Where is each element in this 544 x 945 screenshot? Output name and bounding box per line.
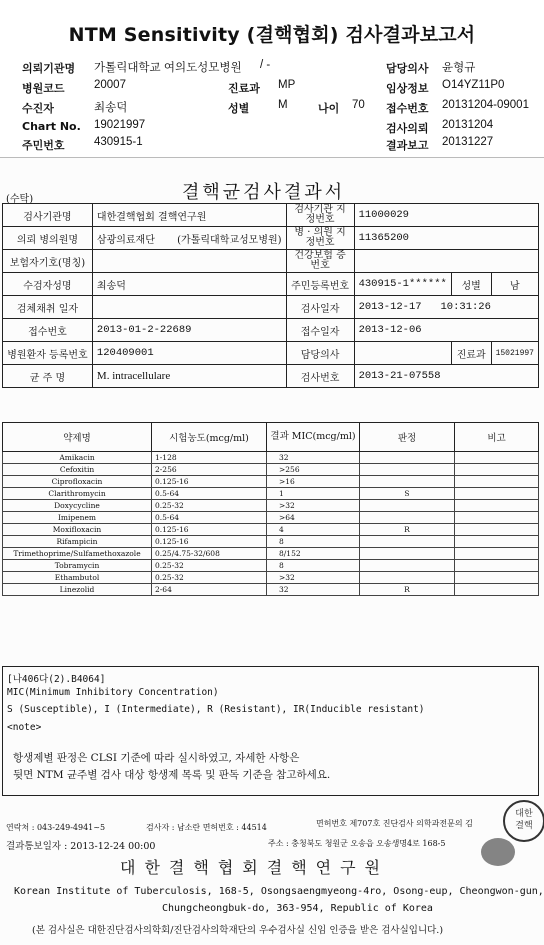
report-subtitle: 결핵균검사결과서 — [182, 182, 346, 203]
sex-label: 성별 — [451, 273, 491, 296]
requester-no-value: 11365200 — [354, 227, 538, 250]
drug-mic: >32 — [267, 572, 360, 584]
footer-license: 면허번호 제707호 진단검사 의학과전문의 김 — [316, 819, 473, 828]
drug-row — [3, 500, 539, 512]
test-date-value: 2013-12-17 10:31:26 — [354, 296, 538, 319]
rrn-value: 430915-1****** — [354, 273, 451, 296]
drug-row — [3, 584, 539, 596]
drug-name: Rifampicin — [3, 536, 152, 548]
drug-range: 1-128 — [152, 452, 267, 464]
strain-label: 균 주 명 — [3, 365, 93, 388]
drug-row — [3, 512, 539, 524]
header-value-requester: 가톨릭대학교 여의도성모병원 — [94, 62, 242, 74]
drug-row — [3, 452, 539, 464]
drug-range: 0.125-16 — [152, 524, 267, 536]
drug-mic: >64 — [267, 512, 360, 524]
drug-remark — [455, 572, 539, 584]
notes-legend: S (Susceptible), I (Intermediate), R (Resistant), IR(Inducible resistant) — [7, 704, 425, 715]
requester-no-label: 병 · 의원 지정번호 — [286, 227, 354, 250]
footer-address-en-1: Korean Institute of Tuberculosis, 168-5, Osongsaengmyeong-4ro, Osong-eup, Cheongwon-gun, — [14, 886, 544, 897]
receipt-date-label: 접수일자 — [286, 319, 354, 342]
drug-range: 0.125-16 — [152, 476, 267, 488]
header-label-age: 나이 — [318, 102, 340, 115]
drug-judge — [360, 572, 455, 584]
collection-date-value — [92, 296, 286, 319]
header-value-hospital-code: 20007 — [94, 79, 126, 91]
header-value-doctor: 윤형규 — [442, 62, 476, 74]
drug-name: Ethambutol — [3, 572, 152, 584]
notes-tag: <note> — [7, 722, 42, 733]
drug-name: Imipenem — [3, 512, 152, 524]
header-label-chart: Chart No. — [22, 120, 81, 133]
notes-code: [나406다(2).B4064] — [7, 674, 106, 685]
drug-row — [3, 476, 539, 488]
lab-value: 대한결핵협회 결핵연구원 — [92, 204, 286, 227]
drug-remark — [455, 500, 539, 512]
drug-range: 0.25-32 — [152, 572, 267, 584]
drug-range: 2-64 — [152, 584, 267, 596]
drug-range: 0.125-16 — [152, 536, 267, 548]
drug-remark — [455, 548, 539, 560]
drug-remark — [455, 476, 539, 488]
footer-contact: 연락처 : 043-249-4941~5 — [6, 823, 106, 832]
test-date-label: 검사일자 — [286, 296, 354, 319]
drug-judge: S — [360, 488, 455, 500]
drug-judge — [360, 512, 455, 524]
dept-value: 15021997 — [491, 342, 538, 365]
footer-address-kr: 주소 : 충청북도 청원군 오송읍 오송생명4로 168-5 — [268, 839, 446, 848]
exam-no-label: 검사번호 — [286, 365, 354, 388]
header-value-report-date: 20131227 — [442, 136, 494, 148]
drug-name: Ciprofloxacin — [3, 476, 152, 488]
drug-name: Cefoxitin — [3, 464, 152, 476]
insurance-no-label: 건강보험 증번호 — [286, 250, 354, 273]
notes-line-1: 항생제별 판정은 CLSI 기준에 따라 실시하였고, 자세한 사항은 — [13, 752, 300, 764]
drug-row — [3, 548, 539, 560]
header-value-request-date: 20131204 — [442, 119, 494, 131]
drug-susceptibility-table — [2, 422, 539, 596]
header-value-patient: 최송덕 — [94, 102, 128, 114]
drug-name: Doxycycline — [3, 500, 152, 512]
mic-header: 결과 MIC(mcg/ml) — [267, 423, 360, 452]
rrn-label: 주민등록번호 — [286, 273, 354, 296]
patient-label: 수검자성명 — [3, 273, 93, 296]
drug-mic: >16 — [267, 476, 360, 488]
sex-value: 남 — [491, 273, 538, 296]
header-extra: / - — [260, 59, 271, 71]
remark-header: 비고 — [455, 423, 539, 452]
drug-remark — [455, 464, 539, 476]
header-value-dept: MP — [278, 79, 296, 91]
header-value-sex: M — [278, 99, 288, 111]
form-label: (수탁) — [6, 194, 34, 205]
header-label-accession: 접수번호 — [386, 102, 429, 115]
strain-value: M. intracellulare — [92, 365, 286, 388]
drug-remark — [455, 560, 539, 572]
doctor-value — [354, 342, 451, 365]
receipt-date-value: 2013-12-06 — [354, 319, 538, 342]
drug-remark — [455, 452, 539, 464]
drug-range: 0.25-32 — [152, 560, 267, 572]
lab-no-value: 11000029 — [354, 204, 538, 227]
drug-row — [3, 464, 539, 476]
header-value-rrn: 430915-1 — [94, 136, 143, 148]
drug-remark — [455, 536, 539, 548]
signature-stamp — [481, 838, 515, 866]
official-seal: 대한결핵 — [503, 800, 544, 842]
insurer-value — [92, 250, 286, 273]
header-value-clinical: O14YZ11P0 — [442, 79, 505, 91]
drug-row — [3, 560, 539, 572]
drug-judge — [360, 536, 455, 548]
drug-name: Trimethoprime/Sulfamethoxazole — [3, 548, 152, 560]
header-label-report-date: 결과보고 — [386, 139, 429, 152]
drug-name: Tobramycin — [3, 560, 152, 572]
header-label-rrn: 주민번호 — [22, 139, 65, 152]
drug-judge — [360, 548, 455, 560]
header-label-request-date: 검사의뢰 — [386, 122, 429, 135]
report-title: NTM Sensitivity (결핵협회) 검사결과보고서 — [68, 24, 476, 46]
drug-header: 약제명 — [3, 423, 152, 452]
institution-name: 대한결핵협회결핵연구원 — [120, 858, 390, 877]
drug-mic: 8 — [267, 536, 360, 548]
requester-value: 삼광의료재단 (가톨릭대학교성모병원) — [92, 227, 286, 250]
exam-no-value: 2013-21-07558 — [354, 365, 538, 388]
dept-label: 진료과 — [451, 342, 491, 365]
header-label-dept: 진료과 — [228, 82, 260, 95]
drug-judge — [360, 476, 455, 488]
drug-judge — [360, 560, 455, 572]
drug-mic: 1 — [267, 488, 360, 500]
notes-line-2: 뒷면 NTM 균주별 검사 대상 항생제 목록 및 판독 기준을 참고하세요. — [13, 769, 331, 781]
drug-range: 0.5-64 — [152, 488, 267, 500]
notes-mic: MIC(Minimum Inhibitory Concentration) — [7, 687, 219, 698]
doctor-label: 담당의사 — [286, 342, 354, 365]
drug-judge — [360, 500, 455, 512]
header-label-hospital-code: 병원코드 — [22, 82, 65, 95]
drug-row — [3, 536, 539, 548]
drug-range: 0.5-64 — [152, 512, 267, 524]
header-label-clinical: 임상정보 — [386, 82, 429, 95]
patient-value: 최송덕 — [92, 273, 286, 296]
lab-label: 검사기관명 — [3, 204, 93, 227]
footer-certification: (본 검사실은 대한진단검사의학회/진단검사의학재단의 우수검사실 신임 인증을 받은 검사실입니다.) — [32, 925, 444, 936]
drug-name: Linezolid — [3, 584, 152, 596]
footer-report-date: 결과통보일자 : 2013-12-24 00:00 — [6, 841, 156, 852]
drug-mic: 4 — [267, 524, 360, 536]
drug-range: 2-256 — [152, 464, 267, 476]
drug-name: Moxifloxacin — [3, 524, 152, 536]
drug-remark — [455, 512, 539, 524]
drug-name: Amikacin — [3, 452, 152, 464]
collection-date-label: 검체채취 일자 — [3, 296, 93, 319]
drug-remark — [455, 524, 539, 536]
lab-no-label: 검사기관 지정번호 — [286, 204, 354, 227]
drug-row — [3, 524, 539, 536]
insurance-no-value — [354, 250, 538, 273]
drug-name: Clarithromycin — [3, 488, 152, 500]
hospital-patient-no-label: 병원환자 등록번호 — [3, 342, 93, 365]
requester-label: 의뢰 병의원명 — [3, 227, 93, 250]
drug-row — [3, 572, 539, 584]
header-label-sex: 성별 — [228, 102, 250, 115]
drug-mic: >256 — [267, 464, 360, 476]
footer-address-en-2: Chungcheongbuk-do, 363-954, Republic of Korea — [162, 903, 433, 914]
drug-mic: 32 — [267, 452, 360, 464]
drug-judge: R — [360, 524, 455, 536]
footer-examiner: 검사자 : 남소란 면허번호 : 44514 — [146, 823, 267, 832]
header-value-age: 70 — [352, 99, 365, 111]
drug-range: 0.25/4.75-32/608 — [152, 548, 267, 560]
drug-mic: 8/152 — [267, 548, 360, 560]
notes-box — [2, 666, 539, 796]
range-header: 시험농도(mcg/ml) — [152, 423, 267, 452]
insurer-label: 보험자기호(명칭) — [3, 250, 93, 273]
drug-mic: >32 — [267, 500, 360, 512]
judge-header: 판정 — [360, 423, 455, 452]
drug-remark — [455, 584, 539, 596]
drug-judge: R — [360, 584, 455, 596]
drug-range: 0.25-32 — [152, 500, 267, 512]
receipt-no-value: 2013-01-2-22689 — [92, 319, 286, 342]
header-label-patient: 수진자 — [22, 102, 54, 115]
drug-remark — [455, 488, 539, 500]
header-label-doctor: 담당의사 — [386, 62, 429, 75]
receipt-no-label: 접수번호 — [3, 319, 93, 342]
header-label-requester: 의뢰기관명 — [22, 62, 76, 75]
drug-row — [3, 488, 539, 500]
drug-judge — [360, 452, 455, 464]
report-info-table — [2, 203, 539, 388]
drug-mic: 32 — [267, 584, 360, 596]
hospital-patient-no-value: 120409001 — [92, 342, 286, 365]
header-value-accession: 20131204-09001 — [442, 99, 529, 111]
drug-mic: 8 — [267, 560, 360, 572]
drug-judge — [360, 464, 455, 476]
header-value-chart: 19021997 — [94, 119, 146, 131]
